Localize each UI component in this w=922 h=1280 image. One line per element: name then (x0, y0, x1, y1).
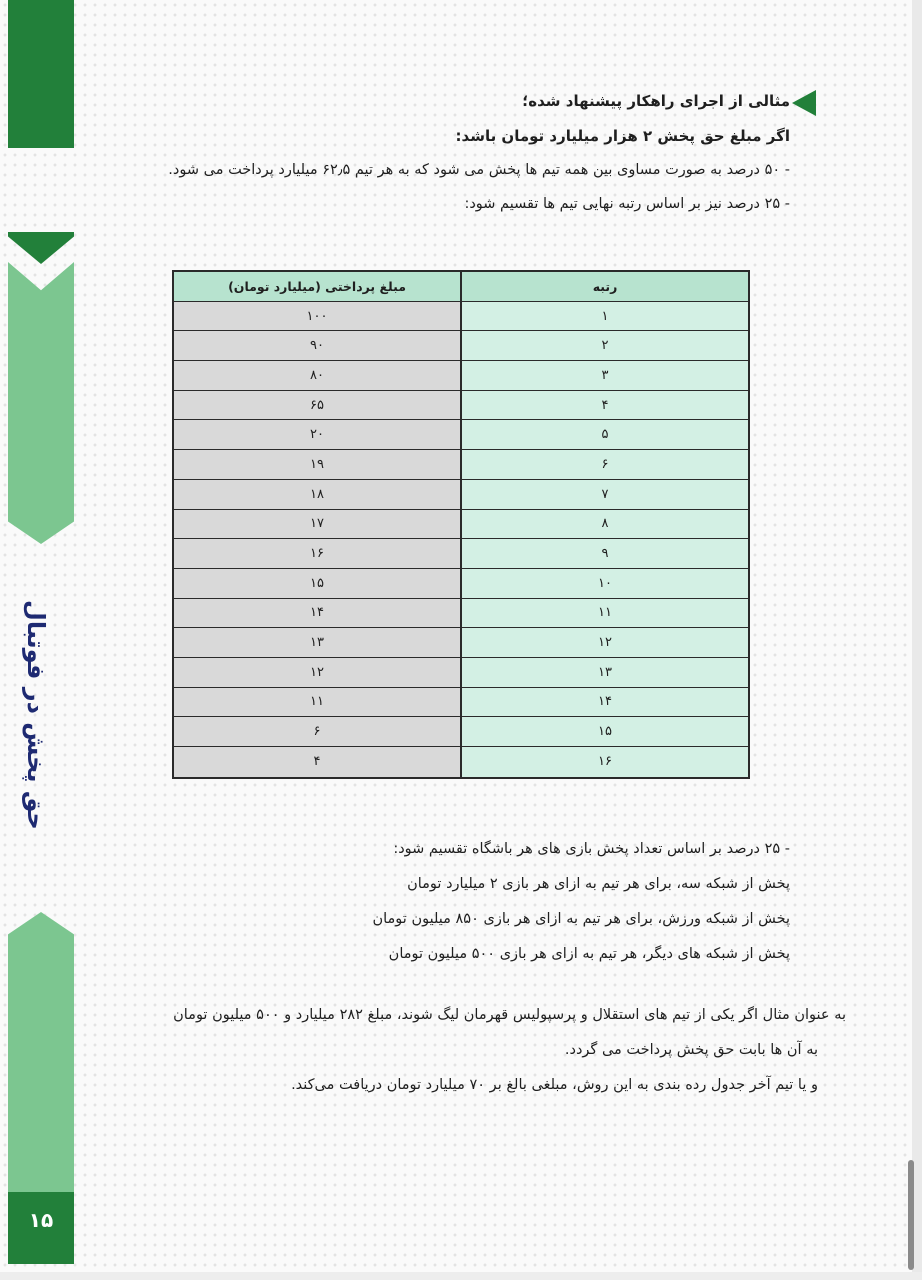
rank-payment-table (172, 270, 750, 779)
side-tab-top (8, 0, 74, 148)
table-row (174, 420, 748, 450)
example-subheading: اگر مبلغ حق پخش ۲ هزار میلیارد تومان باشد: (455, 127, 790, 145)
rank-cell: ۱۵ (462, 717, 748, 746)
table-row (174, 510, 748, 540)
scrollbar-thumb[interactable] (908, 1160, 914, 1270)
amount-cell: ۱۵ (174, 569, 462, 598)
rank-cell: ۵ (462, 420, 748, 449)
rank-cell: ۲ (462, 331, 748, 360)
amount-cell: ۸۰ (174, 361, 462, 390)
rank-cell: ۸ (462, 510, 748, 539)
side-tab-light-upper (8, 262, 74, 544)
rank-cell: ۱۰ (462, 569, 748, 598)
broadcast-item: پخش از شبکه ورزش، برای هر تیم به ازای هر بازی ۸۵۰ میلیون تومان (372, 911, 790, 927)
table-row (174, 539, 748, 569)
table-row (174, 628, 748, 658)
rank-cell: ۳ (462, 361, 748, 390)
rank-cell: ۹ (462, 539, 748, 568)
rank-cell: ۷ (462, 480, 748, 509)
table-header-row (174, 272, 748, 302)
table-row (174, 688, 748, 718)
rank-cell: ۱۱ (462, 599, 748, 628)
header-amount: مبلغ پرداختی (میلیارد تومان) (174, 272, 462, 301)
amount-cell: ۱۲ (174, 658, 462, 687)
page-number: ۱۵ (28, 1208, 54, 1232)
amount-cell: ۱۹ (174, 450, 462, 479)
table-row (174, 658, 748, 688)
amount-cell: ۲۰ (174, 420, 462, 449)
page-edge-shadow (912, 0, 922, 1280)
rank-cell: ۱۴ (462, 688, 748, 717)
broadcast-item: پخش از شبکه سه، برای هر تیم به ازای هر بازی ۲ میلیارد تومان (407, 876, 790, 892)
table-row (174, 747, 748, 777)
table-row (174, 450, 748, 480)
amount-cell: ۴ (174, 747, 462, 777)
equal-share-line: - ۵۰ درصد به صورت مساوی بین همه تیم ها پخش می شود که به هر تیم ۶۲٫۵ میلیارد پرداخت می شود. (168, 162, 790, 178)
broadcast-item: پخش از شبکه های دیگر، هر تیم به ازای هر بازی ۵۰۰ میلیون تومان (388, 946, 790, 962)
example-summary-section (173, 998, 846, 1103)
amount-cell: ۱۸ (174, 480, 462, 509)
rank-share-line: - ۲۵ درصد نیز بر اساس رتبه نهایی تیم ها تقسیم شود: (464, 196, 790, 212)
amount-cell: ۱۰۰ (174, 302, 462, 331)
summary-line: و یا تیم آخر جدول رده بندی به این روش، مبلغی بالغ بر ۷۰ میلیارد تومان دریافت می‌کند. (291, 1077, 818, 1093)
broadcast-intro: - ۲۵ درصد بر اساس تعداد پخش بازی های هر باشگاه تقسیم شود: (393, 841, 790, 857)
broadcast-share-section (372, 832, 790, 972)
example-heading: مثالی از اجرای راهکار پیشنهاد شده؛ (522, 92, 790, 110)
table-row (174, 302, 748, 332)
table-row (174, 331, 748, 361)
table-row (174, 361, 748, 391)
summary-line: به عنوان مثال اگر یکی از تیم های استقلال و پرسپولیس قهرمان لیگ شوند، مبلغ ۲۸۲ میلیارد و ۵۰۰ میلیون تومان (173, 1007, 846, 1023)
amount-cell: ۱۳ (174, 628, 462, 657)
amount-cell: ۶ (174, 717, 462, 746)
amount-cell: ۱۷ (174, 510, 462, 539)
table-row (174, 569, 748, 599)
side-tab-light-lower (8, 912, 74, 1192)
amount-cell: ۱۱ (174, 688, 462, 717)
rank-cell: ۴ (462, 391, 748, 420)
table-row (174, 391, 748, 421)
rank-cell: ۱۲ (462, 628, 748, 657)
table-row (174, 480, 748, 510)
table-body (174, 302, 748, 777)
rank-cell: ۱۳ (462, 658, 748, 687)
table-row (174, 717, 748, 747)
header-rank: رتبه (462, 272, 748, 301)
amount-cell: ۱۶ (174, 539, 462, 568)
rank-cell: ۶ (462, 450, 748, 479)
amount-cell: ۱۴ (174, 599, 462, 628)
amount-cell: ۹۰ (174, 331, 462, 360)
summary-line: به آن ها بابت حق پخش پرداخت می گردد. (564, 1042, 818, 1058)
page-bottom-edge (0, 1272, 922, 1280)
rank-cell: ۱ (462, 302, 748, 331)
table-row (174, 599, 748, 629)
chapter-title-vertical: حق پخش در فوتبال (22, 600, 50, 830)
amount-cell: ۶۵ (174, 391, 462, 420)
rank-cell: ۱۶ (462, 747, 748, 777)
